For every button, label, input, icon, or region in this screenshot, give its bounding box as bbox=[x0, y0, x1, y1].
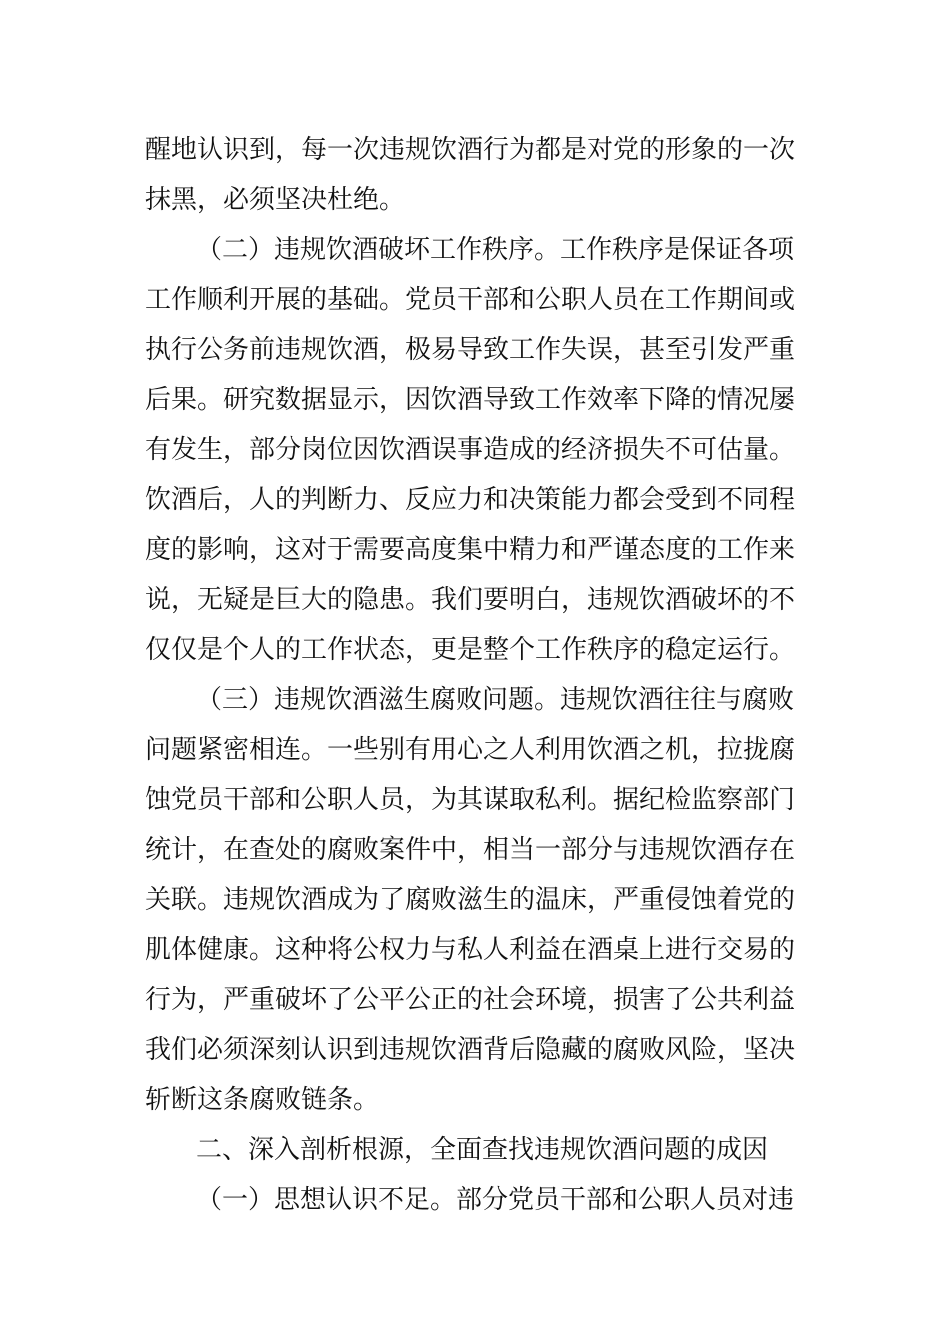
text-line: 说，无疑是巨大的隐患。我们要明白，违规饮酒破坏的不 bbox=[145, 585, 796, 615]
chapter-heading-line: 二、深入剖析根源，全面查找违规饮酒问题的成因 bbox=[196, 1135, 769, 1165]
text-line: 统计，在查处的腐败案件中，相当一部分与违规饮酒存在 bbox=[145, 835, 796, 865]
text-line: 执行公务前违规饮酒，极易导致工作失误，甚至引发严重 bbox=[145, 335, 796, 365]
text-line: 饮酒后，人的判断力、反应力和决策能力都会受到不同程 bbox=[145, 485, 796, 515]
text-line: 行为，严重破坏了公平公正的社会环境，损害了公共利益 bbox=[145, 985, 796, 1015]
text-line: 后果。研究数据显示，因饮酒导致工作效率下降的情况屡 bbox=[145, 385, 796, 415]
text-line: 关联。违规饮酒成为了腐败滋生的温床，严重侵蚀着党的 bbox=[145, 885, 796, 915]
text-line: 度的影响，这对于需要高度集中精力和严谨态度的工作来 bbox=[145, 535, 796, 565]
section-heading-line: （二）违规饮酒破坏工作秩序。工作秩序是保证各项 bbox=[196, 235, 795, 265]
text-line: 我们必须深刻认识到违规饮酒背后隐藏的腐败风险，坚决 bbox=[145, 1035, 796, 1065]
text-line: 斩断这条腐败链条。 bbox=[145, 1085, 380, 1115]
text-line: 仅仅是个人的工作状态，更是整个工作秩序的稳定运行。 bbox=[145, 635, 796, 665]
text-line: 有发生，部分岗位因饮酒误事造成的经济损失不可估量。 bbox=[145, 435, 796, 465]
text-line: 抹黑，必须坚决杜绝。 bbox=[145, 185, 406, 215]
text-line: 问题紧密相连。一些别有用心之人利用饮酒之机，拉拢腐 bbox=[145, 735, 796, 765]
text-line: 蚀党员干部和公职人员，为其谋取私利。据纪检监察部门 bbox=[145, 785, 796, 815]
text-line: 醒地认识到，每一次违规饮酒行为都是对党的形象的一次 bbox=[145, 135, 796, 165]
text-line: 工作顺利开展的基础。党员干部和公职人员在工作期间或 bbox=[145, 285, 796, 315]
section-heading-line: （三）违规饮酒滋生腐败问题。违规饮酒往往与腐败 bbox=[196, 685, 795, 715]
section-heading-line: （一）思想认识不足。部分党员干部和公职人员对违 bbox=[196, 1185, 795, 1215]
text-line: 肌体健康。这种将公权力与私人利益在酒桌上进行交易的 bbox=[145, 935, 796, 965]
